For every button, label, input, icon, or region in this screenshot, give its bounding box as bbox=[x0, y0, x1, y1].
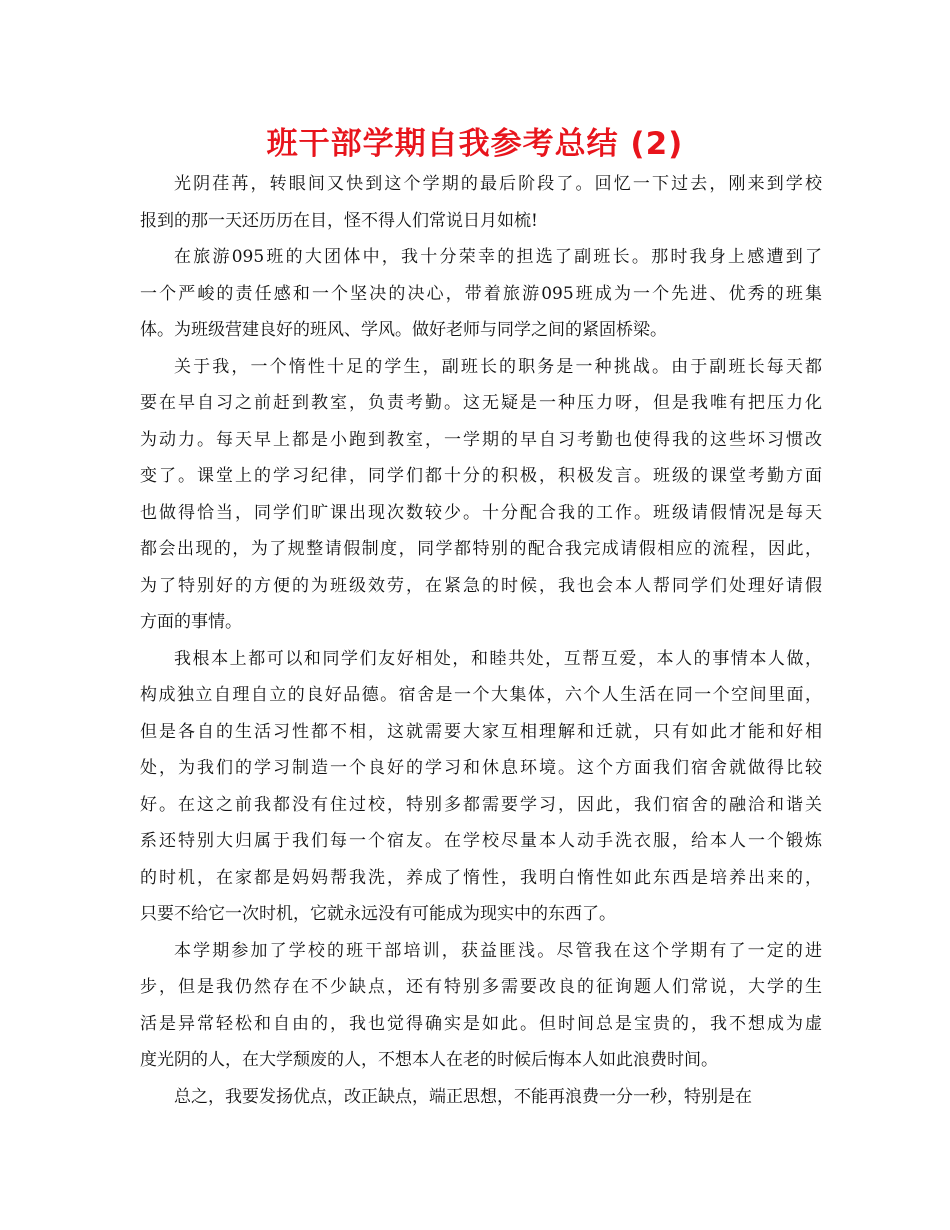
text-line: 但是各自的生活习性都不相，这就需要大家互相理解和迁就，只有如此才能和好相 bbox=[140, 721, 822, 742]
text-line: 为了特别好的方便的为班级效劳，在紧急的时候，我也会本人帮同学们处理好请假 bbox=[140, 575, 822, 596]
text-line: 也做得恰当，同学们旷课出现次数较少。十分配合我的工作。班级请假情况是每天 bbox=[140, 502, 822, 523]
text-line: 系还特别大归属于我们每一个宿友。在学校尽量本人动手洗衣服，给本人一个锻炼 bbox=[140, 831, 822, 851]
text-line: 好。在这之前我都没有住过校，特别多都需要学习，因此，我们宿舍的融洽和谐关 bbox=[140, 794, 822, 815]
text-line: 度光阴的人，在大学颓废的人，不想本人在老的时候后悔本人如此浪费时间。 bbox=[140, 1050, 718, 1070]
document-body bbox=[140, 166, 822, 1115]
text-line: 构成独立自理自立的良好品德。宿舍是一个大集体，六个人生活在同一个空间里面， bbox=[140, 685, 822, 705]
text-line: 都会出现的，为了规整请假制度，同学都特别的配合我完成请假相应的流程，因此， bbox=[140, 539, 822, 559]
text-line: 的时机，在家都是妈妈帮我洗，养成了惰性，我明白惰性如此东西是培养出来的， bbox=[140, 867, 822, 888]
text-line: 步，但是我仍然存在不少缺点，还有特别多需要改良的征询题人们常说，大学的生 bbox=[140, 977, 822, 997]
text-line: 光阴荏苒，转眼间又快到这个学期的最后阶段了。回忆一下过去，刚来到学校 bbox=[174, 174, 822, 194]
text-line: 本学期参加了学校的班干部培训，获益匪浅。尽管我在这个学期有了一定的进 bbox=[174, 940, 822, 961]
text-line: 一个严峻的责任感和一个坚决的决心，带着旅游095班成为一个先进、优秀的班集 bbox=[140, 283, 822, 304]
text-line: 变了。课堂上的学习纪律，同学们都十分的积极，积极发言。班级的课堂考勤方面 bbox=[140, 466, 822, 486]
text-line: 为动力。每天早上都是小跑到教室，一学期的早自习考勤也使得我的这些坏习惯改 bbox=[140, 429, 822, 450]
text-line: 我根本上都可以和同学们友好相处，和睦共处，互帮互爱，本人的事情本人做， bbox=[174, 648, 822, 669]
text-line: 活是异常轻松和自由的，我也觉得确实是如此。但时间总是宝贵的，我不想成为虚 bbox=[140, 1013, 822, 1034]
text-line: 报到的那一天还历历在目，怪不得人们常说日月如梳! bbox=[140, 210, 538, 231]
text-line: 处，为我们的学习制造一个良好的学习和休息环境。这个方面我们宿舍就做得比较 bbox=[140, 758, 822, 778]
text-line: 体。为班级营建良好的班风、学风。做好老师与同学之间的紧固桥梁。 bbox=[140, 320, 667, 340]
document-title: 班干部学期自我参考总结 (2) bbox=[266, 126, 684, 162]
text-line: 只要不给它一次时机，它就永远没有可能成为现实中的东西了。 bbox=[140, 904, 616, 924]
text-line: 要在早自习之前赶到教室，负责考勤。这无疑是一种压力呀，但是我唯有把压力化 bbox=[140, 393, 822, 413]
text-line: 总之，我要发扬优点，改正缺点，端正思想，不能再浪费一分一秒，特别是在 bbox=[174, 1086, 752, 1107]
text-line: 关于我，一个惰性十足的学生，副班长的职务是一种挑战。由于副班长每天都 bbox=[174, 356, 822, 377]
text-line: 方面的事情。 bbox=[140, 612, 242, 632]
text-line: 在旅游095班的大团体中，我十分荣幸的担选了副班长。那时我身上感遭到了 bbox=[174, 247, 822, 267]
